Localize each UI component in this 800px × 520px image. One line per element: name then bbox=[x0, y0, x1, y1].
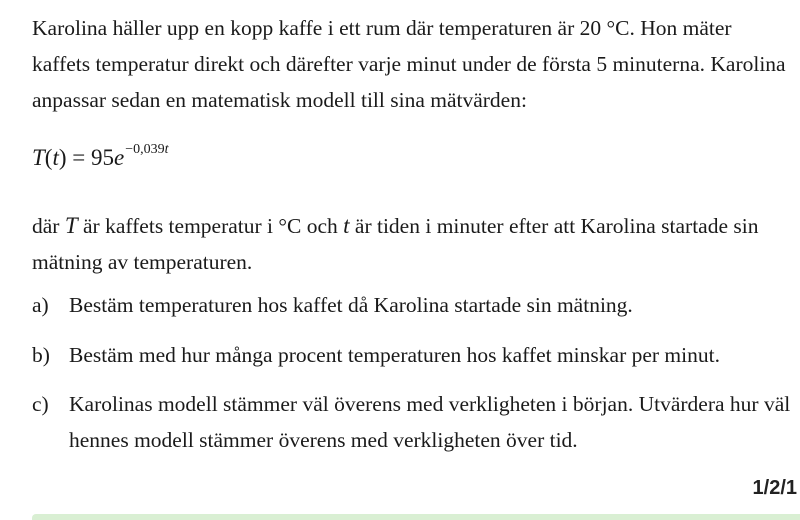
formula-exponent-variable: t bbox=[164, 142, 169, 157]
formula-exponent bbox=[125, 142, 168, 157]
question-c-label: c) bbox=[32, 392, 49, 416]
question-b-text: Bestäm med hur många procent temperaturen hos kaffet minskar per minut. bbox=[69, 343, 720, 367]
question-b bbox=[32, 337, 797, 373]
description-part3: är tiden i minuter efter att Karolina startade sin mätning av temperaturen. bbox=[32, 214, 759, 274]
description-var-t: t bbox=[343, 213, 350, 238]
description-var-T: T bbox=[64, 213, 78, 238]
answer-area-edge bbox=[32, 514, 800, 520]
question-c bbox=[32, 386, 797, 458]
question-a-text: Bestäm temperaturen hos kaffet då Karolina startade sin mätning. bbox=[69, 293, 633, 317]
formula-exponent-coefficient: −0,039 bbox=[125, 142, 165, 157]
formula-base: e bbox=[114, 145, 125, 170]
problem-intro: Karolina häller upp en kopp kaffe i ett rum där temperaturen är 20 °C. Hon mäter kaffets temperatur direkt och därefter varje minut under de första 5 minuterna. Karolina anpassar sedan en matematisk modell till sina mätvärden: bbox=[32, 16, 786, 112]
description-part2: är kaffets temperatur i °C och bbox=[77, 214, 344, 238]
formula-equals: = 95 bbox=[72, 145, 115, 170]
variable-description bbox=[32, 208, 792, 280]
question-a bbox=[32, 287, 797, 323]
formula-close-paren: ) bbox=[58, 145, 67, 170]
question-c-text: Karolinas modell stämmer väl överens med verkligheten i början. Utvärdera hur väl hennes modell stämmer överens med verkligheten över tid. bbox=[69, 392, 791, 452]
description-part1: där bbox=[32, 214, 65, 238]
question-a-label: a) bbox=[32, 293, 49, 317]
formula-function: T bbox=[32, 145, 45, 170]
question-b-label: b) bbox=[32, 343, 50, 367]
points-code: 1/2/1 bbox=[752, 477, 797, 499]
model-formula bbox=[32, 140, 169, 180]
formula-argument: t bbox=[52, 145, 59, 170]
formula-open-paren: ( bbox=[44, 145, 53, 170]
